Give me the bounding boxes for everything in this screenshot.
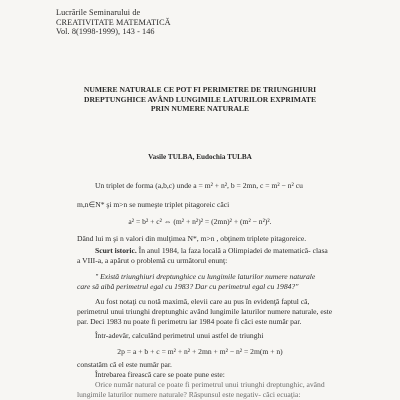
header-line-1: Lucrările Seminarului de: [56, 8, 141, 17]
paragraph-8-line-2: lungimile laturilor numere naturale? Răspunsul este negativ- căci ecuaţia:: [77, 390, 301, 399]
paragraph-1-line-1: Un triplet de forma (a,b,c) unde a = m² + n², b = 2mn, c = m² − n² cu: [95, 181, 303, 190]
header-line-3: Vol. 8(1998-1999), 143 - 146: [56, 27, 155, 37]
equation-1: a² = b² + c² ⇔ (m² + n²)² = (2mn)² + (m² − n²)².: [128, 217, 272, 226]
title-line-3: PRIN NUMERE NATURALE: [150, 104, 250, 114]
paragraph-3-line-2: a VIII-a, a apărut o problemă cu următorul enunţ:: [77, 256, 228, 265]
paragraph-4-line-1: Au fost notaţi cu notă maximă, elevii care au pus în evidenţă faptul că,: [95, 297, 310, 306]
quote-line-2: care să aibă perimetrul egal cu 1983? Dar cu perimetrul egal cu 1984?": [77, 282, 299, 291]
paragraph-6: constatăm că el este număr par.: [77, 360, 172, 369]
equation-2: 2p = a + b + c = m² + n² + 2mn + m² − n² = 2m(m + n): [117, 347, 283, 356]
header-line-2: CREATIVITATE MATEMATICĂ: [56, 17, 171, 27]
paragraph-4-line-3: par. Deci 1983 nu poate fi perimetru iar 1984 poate fi căci este număr par.: [77, 317, 302, 326]
quote-line-1: " Există triunghiuri dreptunghice cu lungimile laturilor numere naturale: [95, 272, 316, 281]
paper-title: [0, 85, 400, 114]
journal-header: [56, 8, 171, 37]
paragraph-3-text: În anul 1984, la faza locală a Olimpiadei de matematică- clasa: [136, 246, 328, 255]
title-line-1: NUMERE NATURALE CE POT FI PERIMETRE DE TRIUNGHIURI: [83, 85, 317, 94]
authors: Vasile TULBA, Eudochia TULBA: [148, 153, 252, 161]
paragraph-5: Într-adevăr, calculând perimetrul unui astfel de triunghi: [95, 331, 264, 340]
paragraph-7: Întrebarea firească care se poate pune este:: [95, 370, 225, 379]
paragraph-1-line-2: m,n∈N* şi m>n se numeşte triplet pitagoreic căci: [77, 200, 230, 209]
title-line-2: DREPTUNGHICE AVÂND LUNGIMILE LATURILOR EXPRIMATE: [83, 94, 317, 104]
paragraph-3-line-1: [95, 246, 328, 256]
paragraph-2: Dând lui m şi n valori din mulţimea N*, m>n , obţinem triplete pitagoreice.: [77, 234, 307, 243]
paragraph-4-line-2: perimetrul unui triunghi dreptunghic având lungimile laturilor numere naturale, este: [77, 307, 333, 316]
section-heading: Scurt istoric.: [95, 246, 137, 255]
paragraph-8-line-1: Orice număr natural ce poate fi perimetrul unui triunghi dreptunghic, având: [95, 380, 325, 389]
